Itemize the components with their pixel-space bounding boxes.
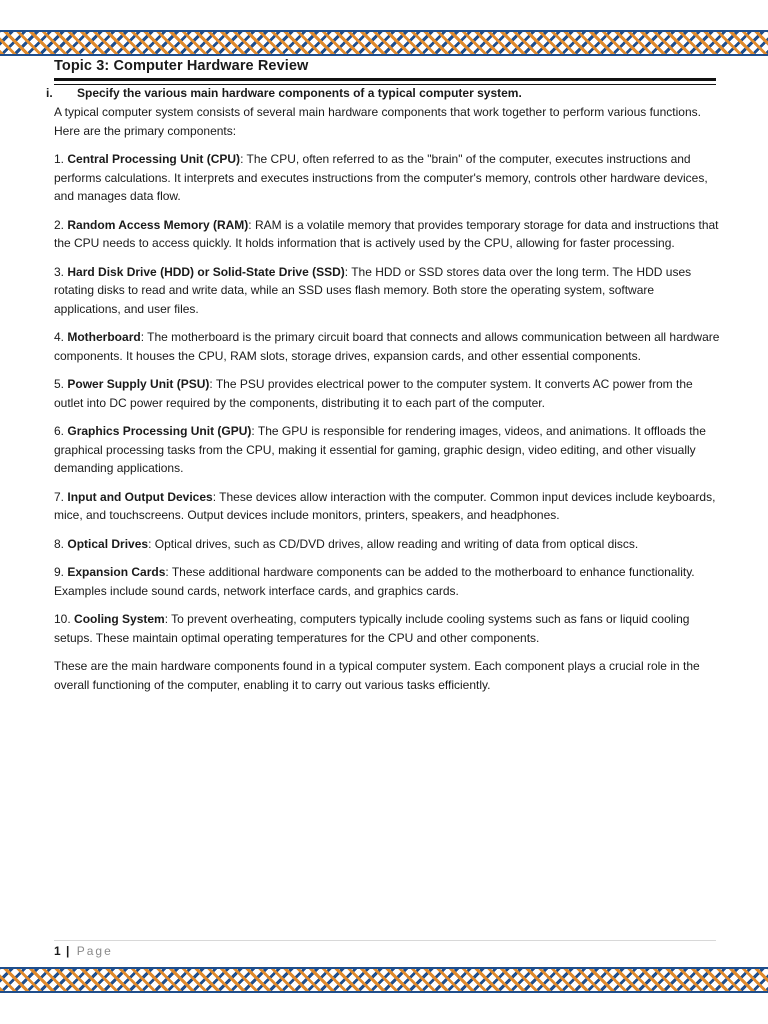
component-number: 5. (54, 377, 65, 391)
component-number: 6. (54, 424, 65, 438)
component-term: Expansion Cards (67, 565, 166, 579)
component-item (54, 216, 722, 253)
component-item (54, 150, 722, 206)
component-list (54, 150, 722, 647)
component-item (54, 328, 722, 365)
question-number: i. (46, 86, 53, 100)
component-number: 1. (54, 152, 65, 166)
question-text: Specify the various main hardware components of a typical computer system. (77, 86, 522, 100)
decorative-border-bottom (0, 967, 768, 993)
component-item (54, 488, 722, 525)
component-description: : The HDD or SSD stores data over the long term. The HDD uses rotating disks to read and write data, while an SSD uses flash memory. Both store the operating system, software applications, and user files. (54, 264, 692, 316)
component-item (54, 375, 722, 412)
title-rule-thick (54, 78, 716, 81)
page-number: 1 (54, 944, 61, 958)
component-number: 9. (54, 565, 65, 579)
component-number: 3. (54, 264, 65, 279)
component-description: : RAM is a volatile memory that provides temporary storage for data and instructions that the CPU needs to access quickly. It holds information that is actively used by the CPU, allowing for faster processing. (54, 217, 719, 250)
component-description: : These additional hardware components can be added to the motherboard to enhance functionality. Examples include sound cards, network interface cards, and graphics cards. (54, 565, 695, 598)
component-term: Central Processing Unit (CPU) (67, 152, 241, 166)
component-description: : The motherboard is the primary circuit board that connects and allows communication between all hardware components. It houses the CPU, RAM slots, storage drives, expansion cards, and other essential components. (54, 330, 720, 363)
component-description: : The CPU, often referred to as the "brain" of the computer, executes instructions and performs calculations. It interprets and executes instructions from the computer's memory, controls other hardware devices, and manages data flow. (54, 152, 708, 203)
question-heading (46, 86, 522, 100)
component-description: : Optical drives, such as CD/DVD drives, allow reading and writing of data from optical discs. (148, 536, 639, 551)
component-term: Motherboard (67, 330, 141, 344)
title-rule-thin (54, 84, 716, 85)
component-term: Input and Output Devices (67, 489, 213, 504)
page-label: Page (76, 944, 113, 958)
page-separator: | (66, 944, 70, 958)
component-description: : The GPU is responsible for rendering images, videos, and animations. It offloads the graphical processing tasks from the CPU, making it essential for gaming, graphic design, video editing, and other visually demanding applications. (54, 424, 706, 475)
intro-paragraph: A typical computer system consists of several main hardware components that work together to perform various functions. Here are the primary components: (54, 105, 701, 138)
component-number: 8. (54, 536, 65, 551)
component-description: : These devices allow interaction with the computer. Common input devices include keyboards, mice, and touchscreens. Output devices include monitors, printers, speakers, and headphones. (54, 489, 716, 522)
component-number: 10. (54, 612, 71, 626)
document-body (54, 103, 722, 704)
component-term: Power Supply Unit (PSU) (67, 377, 210, 391)
component-number: 2. (54, 217, 65, 232)
component-term: Graphics Processing Unit (GPU) (67, 424, 252, 438)
component-item (54, 535, 722, 554)
component-description: : The PSU provides electrical power to the computer system. It converts AC power from the outlet into DC power required by the components, distributing it to each part of the computer. (54, 377, 693, 410)
page-footer (54, 944, 113, 958)
component-term: Cooling System (74, 612, 165, 626)
topic-title: Topic 3: Computer Hardware Review (54, 58, 309, 74)
component-item (54, 563, 722, 600)
footer-rule (54, 940, 716, 941)
component-item (54, 422, 722, 478)
component-description: : To prevent overheating, computers typically include cooling systems such as fans or liquid cooling setups. These maintain optimal operating temperatures for the CPU and other components. (54, 612, 690, 645)
component-number: 4. (54, 330, 65, 344)
component-term: Optical Drives (67, 536, 149, 551)
decorative-border-top (0, 30, 768, 56)
conclusion-paragraph: These are the main hardware components found in a typical computer system. Each component plays a crucial role in the overall functioning of the computer, enabling it to carry out various tasks efficiently. (54, 659, 700, 692)
component-item (54, 610, 722, 647)
component-item (54, 263, 722, 319)
component-term: Hard Disk Drive (HDD) or Solid-State Drive (SSD) (67, 264, 345, 279)
component-term: Random Access Memory (RAM) (67, 217, 249, 232)
component-number: 7. (54, 489, 65, 504)
